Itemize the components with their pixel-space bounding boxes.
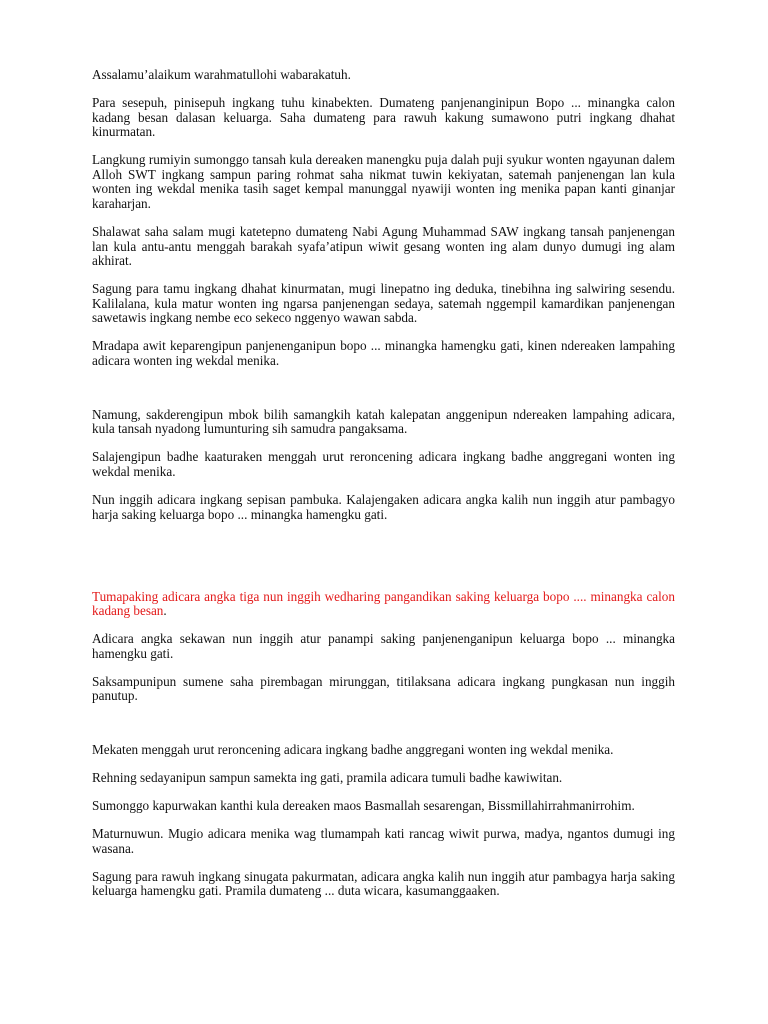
agenda-one-two-paragraph: Nun inggih adicara ingkang sepisan pambuka. Kalajengaken adicara angka kalih nun inggih atur pambagyo harja saking keluarga bopo ... minangka hamengku gati.	[92, 492, 675, 522]
shalawat-paragraph: Shalawat saha salam mugi katetepno dumateng Nabi Agung Muhammad SAW ingkang tansah panjenengan lan kula antu-antu menggah barakah syafa’atipun wiwit gesang wonten ing alam dunyo dumugi ing alam akhirat.	[92, 223, 675, 269]
basmallah-paragraph: Sumonggo kapurwakan kanthi kula dereaken maos Basmallah sesarengan, Bissmillahirrahmanirrohim.	[92, 798, 635, 814]
gratitude-paragraph: Langkung rumiyin sumonggo tansah kula dereaken manengku puja dalah puji syukur wonten ngayunan dalem Alloh SWT ingkang sampun paring rohmat saha nikmat tuwin kekiyatan, satemah panjenengan lan kula wonten ing wekdal menika tasih saget kempal manunggal nyawiji wonten ing menika papan kanti ginanjar karaharjan.	[92, 152, 675, 211]
forgiveness-paragraph: Namung, sakderengipun mbok bilih samangkih katah kalepatan anggenipun ndereaken lampahing adicara, kula tansah nyadong lumunturing sih samudra pangaksama.	[92, 406, 675, 437]
agenda-three-paragraph	[92, 590, 675, 619]
agenda-four-paragraph: Adicara angka sekawan nun inggih atur panampi saking panjenenganipun keluarga bopo ... minangka hamengku gati.	[92, 631, 675, 661]
blank-space	[92, 536, 675, 590]
apology-paragraph: Sagung para tamu ingkang dhahat kinurmatan, mugi linepatno ing deduka, tinebihna ing salwiring sesendu. Kalilalana, kula matur wonten ing ngarsa panjenengan sedaya, satemah nggempil kamardikan panjenengan sawetawis ingkang nembe eco sekeco nggenyo wawan sabda.	[92, 281, 675, 326]
greeting-paragraph: Assalamu’alaikum warahmatullohi wabarakatuh.	[92, 67, 351, 82]
agenda-intro-paragraph: Salajengipun badhe kaaturaken menggah urut reroncening adicara ingkang badhe anggregani wonten ing wekdal menika.	[92, 449, 675, 480]
opening-paragraph: Rehning sedayanipun sampun samekta ing gati, pramila adicara tumuli badhe kawiwitan.	[92, 770, 563, 786]
mandate-paragraph: Mradapa awit keparengipun panjenenganipun bopo ... minangka hamengku gati, kinen ndereaken lampahing adicara wonten ing wekdal menika.	[92, 338, 675, 368]
agenda-summary-paragraph: Mekaten menggah urut reroncening adicara ingkang badhe anggregani wonten ing wekdal menika.	[92, 742, 614, 758]
welcome-speech-paragraph: Sagung para rawuh ingkang sinugata pakurmatan, adicara angka kalih nun inggih atur pambagya harja saking keluarga hamengku gati. Pramila dumateng ... duta wicara, kasumanggaaken.	[92, 868, 675, 899]
agenda-closing-paragraph: Saksampunipun sumene saha pirembagan mirunggan, titilaksana adicara ingkang pungkasan nun inggih panutup.	[92, 673, 675, 704]
highlighted-text: Tumapaking adicara angka tiga nun inggih wedharing pangandikan saking keluarga bopo .... minangka calon kadang besan	[92, 588, 675, 619]
paragraph-period: .	[163, 603, 167, 619]
blank-space	[92, 717, 675, 743]
blank-space	[92, 382, 675, 408]
address-paragraph: Para sesepuh, pinisepuh ingkang tuhu kinabekten. Dumateng panjenanginipun Bopo ... minangka calon kadang besan dalasan keluarga. Saha dumateng para rawuh kakung sumawono putri ingkang dhahat kinurmatan.	[92, 94, 675, 140]
thanks-paragraph: Maturnuwun. Mugio adicara menika wag tlumampah kati rancag wiwit purwa, madya, ngantos dumugi ing wasana.	[92, 826, 675, 856]
document-body	[92, 68, 675, 912]
